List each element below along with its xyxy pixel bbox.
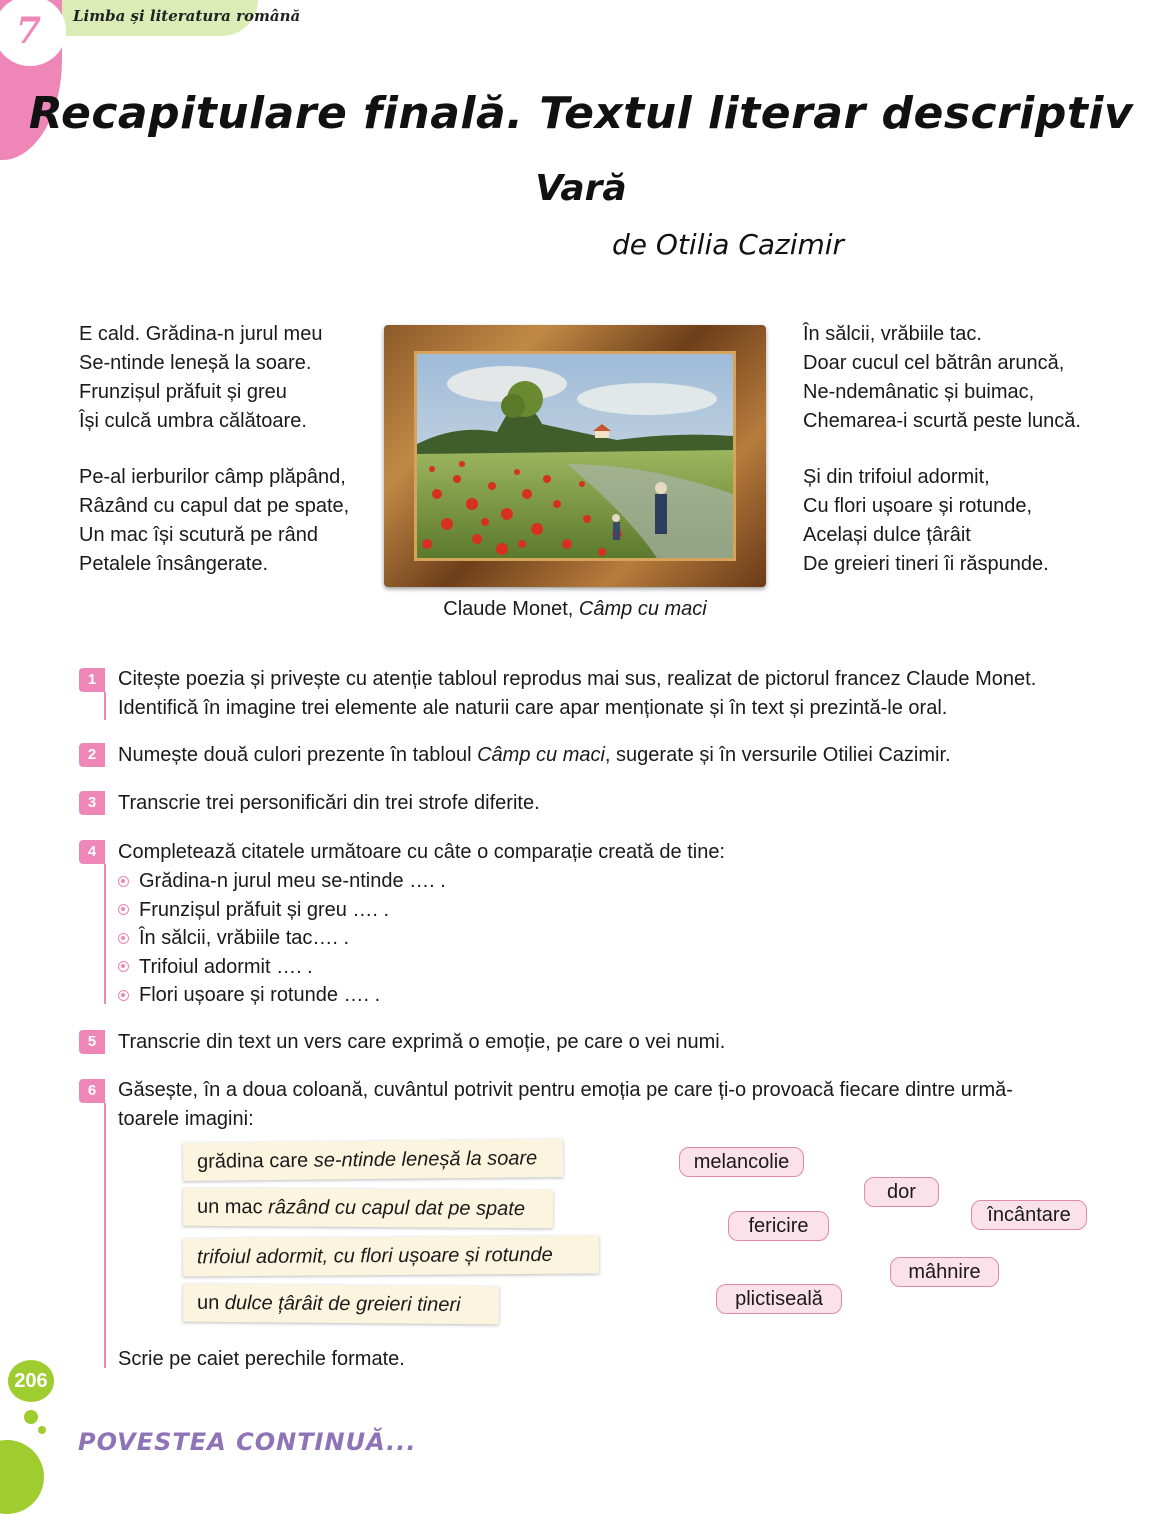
emotion-chip-fericire: fericire bbox=[728, 1211, 829, 1241]
poem-title: Vară bbox=[535, 168, 627, 209]
poem-author: de Otilia Cazimir bbox=[612, 228, 845, 261]
list-item: În sălcii, vrăbiile tac…. . bbox=[118, 924, 446, 953]
question-6-instruction: Scrie pe caiet perechile formate. bbox=[118, 1348, 405, 1370]
emotion-chip-plictiseala: plictiseală bbox=[716, 1284, 842, 1314]
image-card-4: un dulce țârâit de greieri tineri bbox=[183, 1284, 499, 1325]
stanza-3: În sălcii, vrăbiile tac. Doar cucul cel bătrân aruncă, Ne-ndemânatic și buimac, Chemarea-i scurtă peste luncă. bbox=[803, 323, 1081, 432]
image-card-1: grădina care se-ntinde leneșă la soare bbox=[183, 1139, 563, 1181]
emotion-chip-incantare: încântare bbox=[971, 1200, 1087, 1230]
question-3-number: 3 bbox=[79, 791, 105, 815]
list-item: Frunzișul prăfuit și greu …. . bbox=[118, 896, 446, 925]
image-card-2: un mac râzând cu capul dat pe spate bbox=[183, 1188, 553, 1229]
question-4-bullets bbox=[118, 867, 446, 1010]
page-number: 206 bbox=[8, 1360, 54, 1402]
question-3-text: Transcrie trei personificări din trei strofe diferite. bbox=[118, 792, 540, 814]
question-4-text: Completează citatele următoare cu câte o comparație creată de tine: bbox=[118, 841, 725, 863]
question-5-number: 5 bbox=[79, 1030, 105, 1054]
list-item: Trifoiul adormit …. . bbox=[118, 953, 446, 982]
question-6-text: Găsește, în a doua coloană, cuvântul potrivit pentru emoția pe care ți-o provoacă fiecare dintre urmă- toarele imagini: bbox=[118, 1079, 1013, 1130]
question-2-number: 2 bbox=[79, 743, 105, 767]
question-1-number: 1 bbox=[79, 668, 105, 692]
question-4-number: 4 bbox=[79, 840, 105, 864]
question-2-text: Numește două culori prezente în tabloul Câmp cu maci, sugerate și în versurile Otiliei Cazimir. bbox=[118, 744, 951, 766]
subject-label: Limba și literatura română bbox=[73, 7, 301, 25]
list-item: Grădina-n jurul meu se-ntinde …. . bbox=[118, 867, 446, 896]
page-title: Recapitulare finală. Textul literar descriptiv bbox=[28, 88, 1134, 139]
stanza-2: Pe-al ierburilor câmp plăpând, Râzând cu capul dat pe spate, Un mac își scutură pe rând Petalele însângerate. bbox=[79, 466, 350, 575]
question-6-number: 6 bbox=[79, 1079, 105, 1103]
stanza-1: E cald. Grădina-n jurul meu Se-ntinde leneșă la soare. Frunzișul prăfuit și greu Își culcă umbra călătoare. bbox=[79, 323, 323, 432]
list-item: Flori ușoare și rotunde …. . bbox=[118, 981, 446, 1010]
emotion-chip-dor: dor bbox=[864, 1177, 939, 1207]
painting-caption: Claude Monet, Câmp cu maci bbox=[443, 598, 707, 620]
chapter-number: 7 bbox=[16, 10, 42, 52]
stanza-4: Și din trifoiul adormit, Cu flori ușoare și rotunde, Același dulce țârâit De greieri tineri îi răspunde. bbox=[803, 466, 1049, 575]
question-5-text: Transcrie din text un vers care exprimă o emoție, pe care o vei numi. bbox=[118, 1031, 726, 1053]
painting-image bbox=[414, 351, 736, 561]
emotion-chip-melancolie: melancolie bbox=[679, 1147, 804, 1177]
series-title: POVESTEA CONTINUĂ... bbox=[78, 1428, 417, 1456]
image-card-3: trifoiul adormit, cu flori ușoare și rotunde bbox=[183, 1236, 599, 1277]
emotion-chip-mahnire: mâhnire bbox=[890, 1257, 999, 1287]
question-1-text: Citește poezia și privește cu atenție tabloul reprodus mai sus, realizat de pictorul francez Claude Monet. Identifică în imagine trei elemente ale naturii care apar menționate și în text și prezintă-le oral. bbox=[118, 668, 1037, 719]
painting-frame bbox=[384, 325, 766, 587]
